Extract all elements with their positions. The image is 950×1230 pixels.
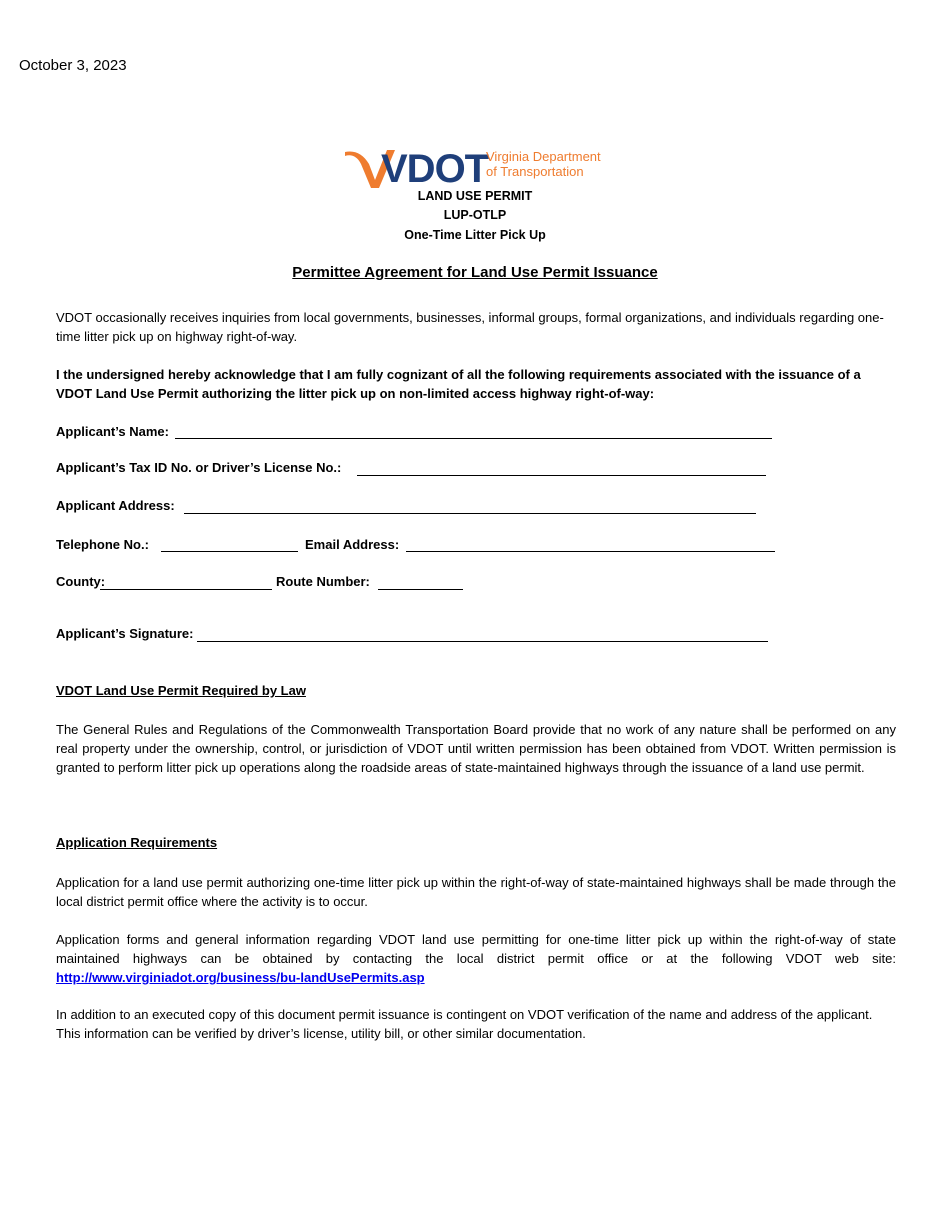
law-section-heading: VDOT Land Use Permit Required by Law [56, 683, 306, 698]
county-label: County: [56, 574, 106, 589]
logo-subtitle-line2: of Transportation [486, 164, 584, 179]
logo-subtitle-line1: Virginia Department [486, 149, 601, 164]
tax-id-label: Applicant’s Tax ID No. or Driver’s License No.: [56, 460, 342, 475]
route-label: Route Number: [276, 574, 370, 589]
law-section-paragraph: The General Rules and Regulations of the Commonwealth Transportation Board provide that no work of any nature shall be performed on any real property under the ownership, control, or jurisdiction of VDOT until written permission has been obtained from VDOT. Written permission is granted to perform litter pick up operations along the roadside areas of state-maintained highways through the issuance of a land use permit. [56, 722, 896, 775]
permit-name: LAND USE PERMIT [417, 189, 533, 203]
address-label: Applicant Address: [56, 498, 175, 513]
intro-paragraph: VDOT occasionally receives inquiries from local governments, businesses, informal groups, formal organizations, and individuals regarding one-time litter pick up on highway right-of-way. [56, 310, 884, 344]
permits-website-link[interactable]: http://www.virginiadot.org/business/bu-landUsePermits.asp [56, 970, 425, 985]
permit-code: LUP-OTLP [443, 208, 507, 222]
applicant-name-field[interactable] [175, 438, 772, 439]
vdot-logo [343, 142, 613, 190]
acknowledgement-paragraph: I the undersigned hereby acknowledge that I am fully cognizant of all the following requirements associated with the issuance of a VDOT Land Use Permit authorizing the litter pick up on non-limited access highway right-of-way: [56, 367, 861, 401]
applicant-name-label: Applicant’s Name: [56, 424, 169, 439]
route-field[interactable] [378, 589, 463, 590]
application-paragraph-1: Application for a land use permit authorizing one-time litter pick up within the right-of-way of state-maintained highways shall be made through the local district permit office where the activity is to occur. [56, 875, 896, 909]
vdot-logo-text: VDOT [381, 147, 489, 190]
application-paragraph-2: Application forms and general information regarding VDOT land use permitting for one-time litter pick up within the right-of-way of state maintained highways can be obtained by contacting the local district permit office or at the following VDOT web site: http://www.virginiadot.org/business/bu-landUsePermits.asp [56, 932, 896, 985]
tax-id-field[interactable] [357, 475, 766, 476]
application-paragraph-3: In addition to an executed copy of this document permit issuance is contingent on VDOT verification of the name and address of the applicant. This information can be verified by driver’s license, utility bill, or other similar documentation. [56, 1007, 873, 1041]
email-field[interactable] [406, 551, 775, 552]
county-field[interactable] [100, 589, 272, 590]
email-label: Email Address: [305, 537, 400, 552]
telephone-label: Telephone No.: [56, 537, 149, 552]
signature-field[interactable] [197, 641, 768, 642]
signature-label: Applicant’s Signature: [56, 626, 194, 641]
address-field[interactable] [184, 513, 756, 514]
application-section-heading: Application Requirements [56, 835, 218, 850]
telephone-field[interactable] [161, 551, 298, 552]
permit-type: One-Time Litter Pick Up [404, 228, 546, 242]
page-title: Permittee Agreement for Land Use Permit Issuance [292, 264, 658, 281]
document-date: October 3, 2023 [19, 57, 127, 74]
